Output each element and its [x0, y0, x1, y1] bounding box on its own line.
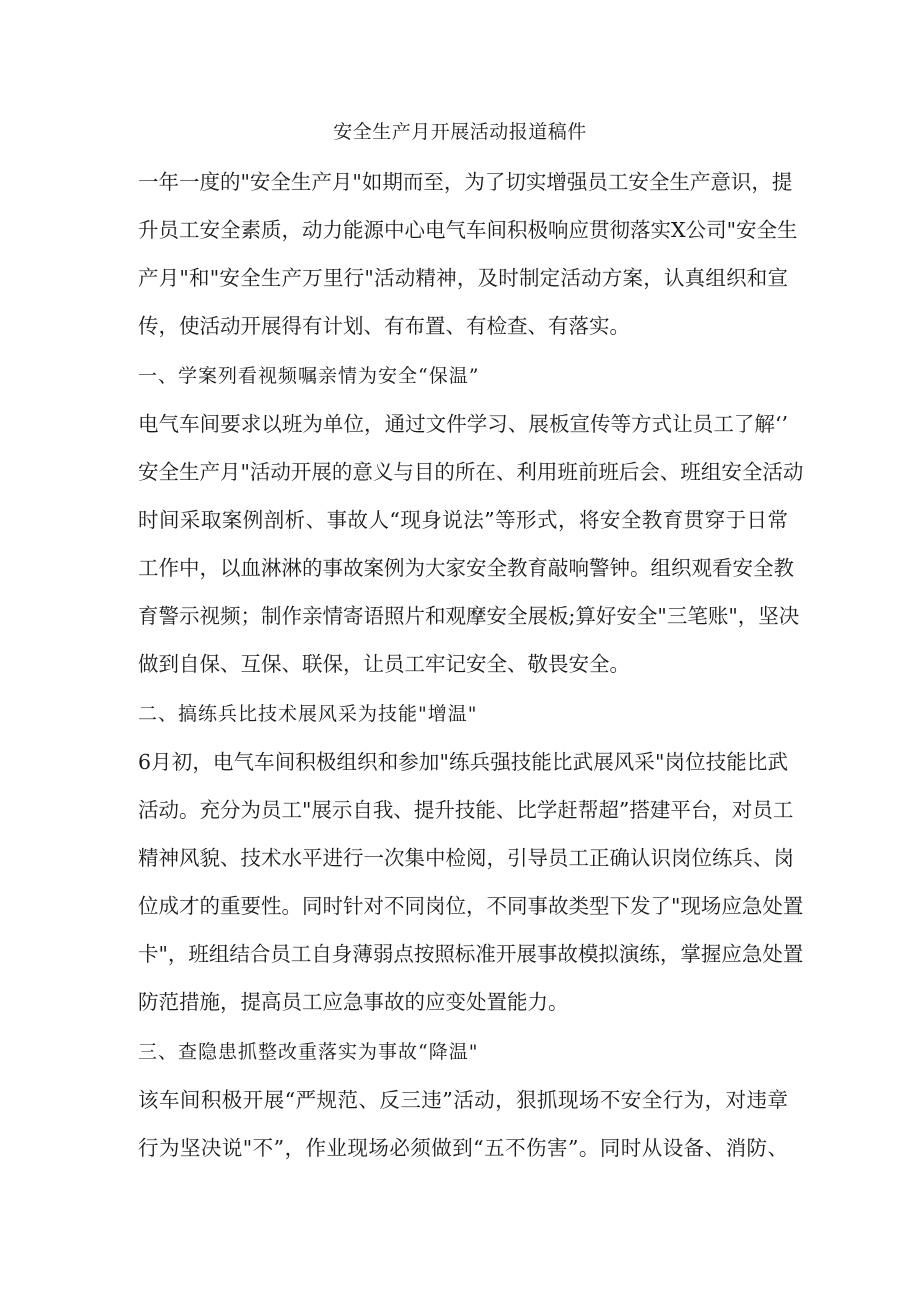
intro-line: 一年一度的"安全生产月"如期而至，为了切实增强员工安全生产意识，提 [138, 170, 793, 194]
section-line: 电气车间要求以班为单位，通过文件学习、展板宣传等方式让员工了解‘’ [138, 412, 788, 436]
intro-line: 传，使活动开展得有计划、有布置、有检查、有落实。 [138, 314, 630, 338]
section-line: 该车间积极开展“严规范、反三违”活动，狠抓现场不安全行为，对违章 [138, 1088, 788, 1112]
section-line: 安全生产月"活动开展的意义与目的所在、利用班前班后会、班组安全活动 [138, 460, 804, 484]
section-line: 时间采取案例剖析、事故人“现身说法”等形式，将安全教育贯穿于日常 [138, 508, 788, 532]
section-line: 卡"，班组结合员工自身薄弱点按照标准开展事故模拟演练，掌握应急处置 [138, 942, 804, 966]
intro-line: 升员工安全素质，动力能源中心电气车间积极响应贯彻落实X公司"安全生 [138, 218, 798, 242]
section-line: 行为坚决说"不”，作业现场必须做到“五不伤害”。同时从设备、消防、 [138, 1136, 788, 1160]
section-heading: 三、查隐患抓整改重落实为事故“降温" [138, 1041, 479, 1063]
section-heading: 二、搞练兵比技术展风采为技能"增温" [138, 703, 478, 725]
section-line: 位成才的重要性。同时针对不同岗位，不同事故类型下发了"现场应急处置 [138, 894, 804, 918]
section-line: 育警示视频；制作亲情寄语照片和观摩安全展板;算好安全"三笔账"，坚决 [138, 604, 800, 628]
section-line: 活动。充分为员工"展示自我、提升技能、比学赶帮超”搭建平台，对员工 [138, 798, 794, 822]
intro-line: 产月"和"安全生产万里行"活动精神，及时制定活动方案，认真组织和宣 [138, 266, 788, 290]
section-line: 精神风貌、技术水平进行一次集中检阅，引导员工正确认识岗位练兵、岗 [138, 846, 794, 870]
section-line: 6月初，电气车间积极组织和参加"练兵强技能比武展风采"岗位技能比武 [138, 750, 788, 774]
document-title: 安全生产月开展活动报道稿件 [333, 121, 587, 143]
section-heading: 一、学案列看视频嘱亲情为安全“保温” [138, 365, 480, 387]
section-line: 工作中，以血淋淋的事故案例为大家安全教育敲响警钟。组织观看安全教 [138, 556, 794, 580]
section-line: 做到自保、互保、联保，让员工牢记安全、敬畏安全。 [138, 652, 630, 676]
section-line: 防范措施，提高员工应急事故的应变处置能力。 [138, 990, 569, 1014]
